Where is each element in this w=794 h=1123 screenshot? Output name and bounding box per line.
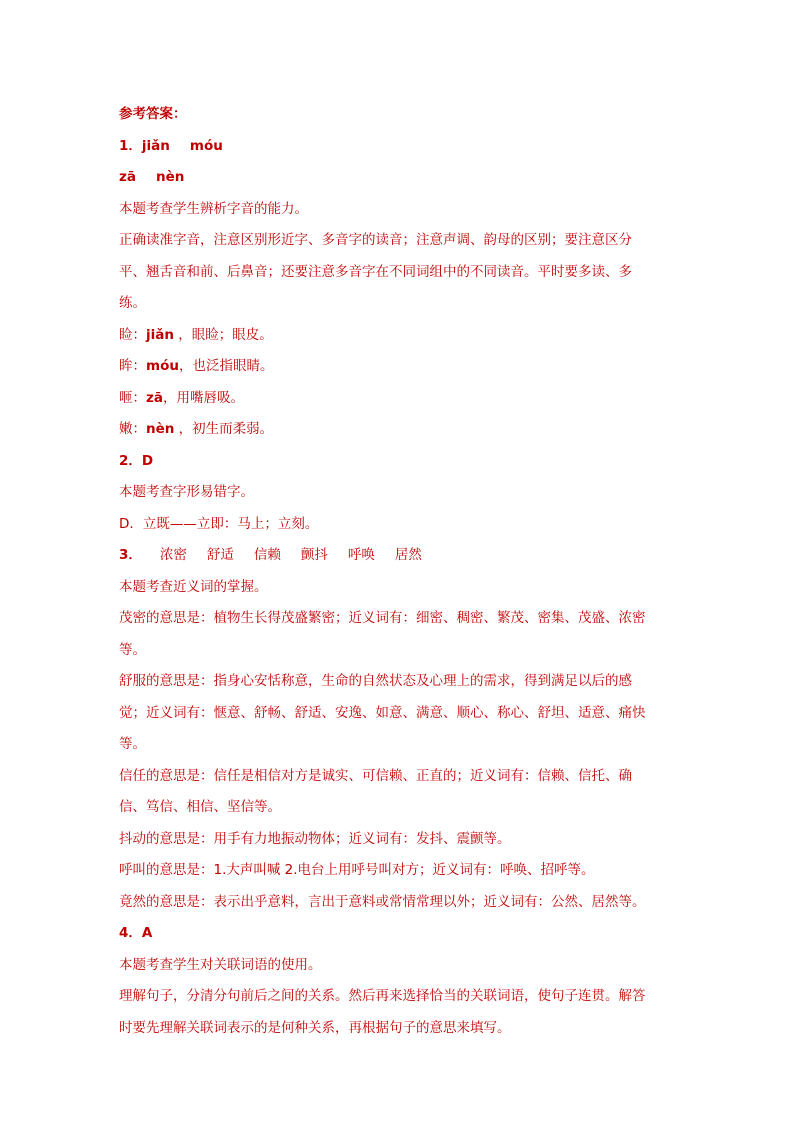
q3-answer-word: 呼唤 xyxy=(347,547,375,563)
q1-explain-line: 正确读准字音，注意区别形近字、多音字的读音；注意声调、韵母的区别；要注意区分 xyxy=(119,232,632,248)
q1-explain-line: 平、翘舌音和前、后鼻音；还要注意多音字在不同词组中的不同读音。平时要多读、多 xyxy=(119,263,632,280)
q1-word-item: 嫩：nèn ，初生而柔弱。 xyxy=(119,421,274,437)
q3-explain-line: 等。 xyxy=(119,736,146,752)
q4-intro: 本题考查学生对关联词语的使用。 xyxy=(119,956,322,973)
q3-explain-line: 信、笃信、相信、坚信等。 xyxy=(119,799,281,815)
q3-explain-line: 竟然的意思是：表示出乎意料，言出于意料或常情常理以外；近义词有：公然、居然等。 xyxy=(119,893,646,910)
q1-word-item: 咂：zā，用嘴唇吸。 xyxy=(119,389,244,406)
q4-explain-line: 时要先理解关联词表示的是何种关系，再根据句子的意思来填写。 xyxy=(119,1019,511,1036)
q3-answer-word: 居然 xyxy=(394,547,422,563)
answer-key xyxy=(119,99,679,1044)
q3-answer-line: 3． 浓密 舒适 信赖 颤抖 呼唤 居然 xyxy=(119,547,422,563)
q3-answer-word: 颤抖 xyxy=(300,547,328,563)
q3-explain-line: 觉；近义词有：惬意、舒畅、舒适、安逸、如意、满意、顺心、称心、舒坦、适意、痛快 xyxy=(119,704,646,721)
q1-pinyin-line-1: 1．jiǎn móu xyxy=(119,137,223,154)
q3-explain-line: 抖动的意思是：用手有力地振动物体；近义词有：发抖、震颤等。 xyxy=(119,830,511,847)
q1-explain-line: 练。 xyxy=(119,295,146,311)
q3-intro: 本题考查近义词的掌握。 xyxy=(119,578,268,595)
q3-explain-line: 茂密的意思是：植物生长得茂盛繁密；近义词有：细密、稠密、繁茂、密集、茂盛、浓密 xyxy=(119,610,646,626)
q2-intro: 本题考查字形易错字。 xyxy=(119,484,254,500)
q1-word-item: 睑：jiǎn ，眼睑；眼皮。 xyxy=(119,326,273,343)
q4-explain-line: 理解句子，分清分句前后之间的关系。然后再来选择恰当的关联词语，使句子连贯。解答 xyxy=(119,988,646,1004)
q1-intro: 本题考查学生辨析字音的能力。 xyxy=(119,200,308,217)
q3-answer-word: 信赖 xyxy=(253,547,281,563)
q3-explain-line: 信任的意思是：信任是相信对方是诚实、可信赖、正直的；近义词有：信赖、信托、确 xyxy=(119,767,632,784)
q4-answer: 4．A xyxy=(119,925,153,941)
q3-explain-line: 等。 xyxy=(119,641,146,658)
q3-explain-line: 舒服的意思是：指身心安恬称意，生命的自然状态及心理上的需求，得到满足以后的感 xyxy=(119,673,632,689)
q2-explain: D．立既——立即：马上；立刻。 xyxy=(119,515,319,532)
q1-pinyin-line-2: zā nèn xyxy=(119,169,185,185)
q3-answer-word: 浓密 xyxy=(159,547,187,563)
answer-key-header: 参考答案： xyxy=(119,106,187,122)
q1-word-item: 眸：móu，也泛指眼睛。 xyxy=(119,358,274,374)
q2-answer: 2．D xyxy=(119,452,154,469)
q3-answer-word: 舒适 xyxy=(206,547,234,563)
q3-explain-line: 呼叫的意思是：1.大声叫喊 2.电台上用呼号叫对方；近义词有：呼唤、招呼等。 xyxy=(119,862,595,878)
